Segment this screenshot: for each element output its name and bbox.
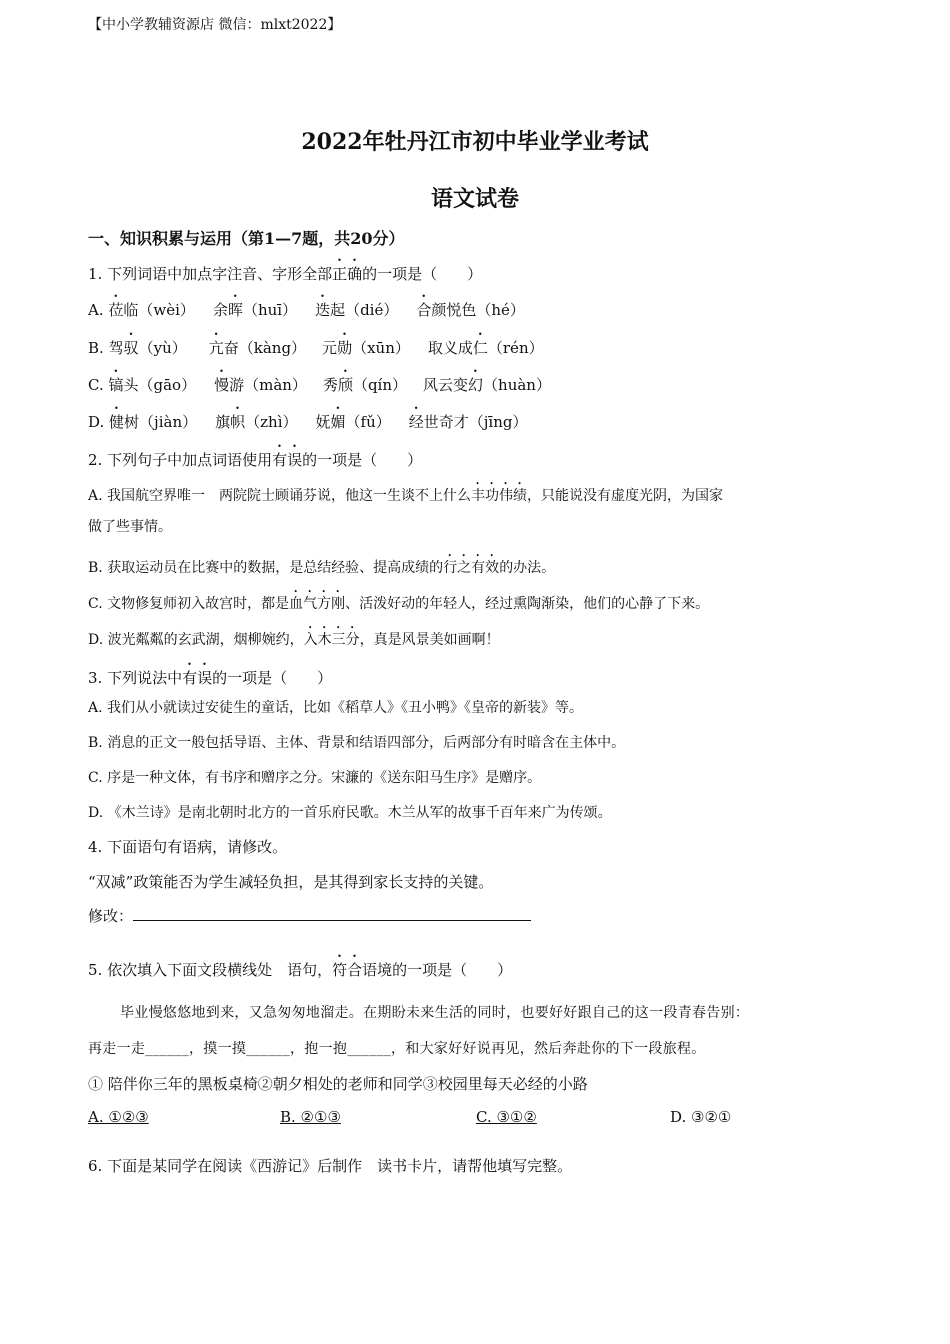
exam-title: 2022年牡丹江市初中毕业学业考试 <box>301 129 649 155</box>
q1-option-a: A. 莅临（wèi） 余晖（huī） 迭起（dié） 合颜悦色（hé） <box>88 301 525 319</box>
q5-option-d[interactable]: D. ③②① <box>670 1108 732 1126</box>
q1-option-d: D. 健树（jiàn） 旗帜（zhì） 妩媚（fǔ） 经世奇才（jīng） <box>88 413 528 431</box>
q3-option-c: C. 序是一种文体，有书序和赠序之分。宋濂的《送东阳马生序》是赠序。 <box>88 770 542 786</box>
q2-option-d: D. 波光粼粼的玄武湖，烟柳婉约，入木三分，真是风景美如画啊！ <box>88 632 500 648</box>
q2-option-b: B. 获取运动员在比赛中的数据，是总结经验、提高成绩的行之有效的办法。 <box>88 560 556 576</box>
q5-passage-line2: 再走一走______，摸一摸______，抱一抱______，和大家好好说再见，然后奔赴你的下一段旅程。 <box>88 1041 706 1057</box>
q5-passage-line1: 毕业慢悠悠地到来，又急匆匆地溜走。在期盼未来生活的同时，也要好好跟自己的这一段青春告别： <box>120 1005 750 1021</box>
q2-option-a-line2: 做了些事情。 <box>88 519 172 535</box>
section-heading: 一、知识积累与运用（第1—7题，共20分） <box>88 229 405 248</box>
q4-stem: 4. 下面语句有语病，请修改。 <box>88 838 288 856</box>
q5-option-a[interactable]: A. ①②③ <box>88 1108 149 1126</box>
q4-answer-label: 修改： <box>88 907 134 925</box>
q1-option-b: B. 驾驭（yù） 亢奋（kàng） 元勋（xūn） 取义成仁（rén） <box>88 339 544 357</box>
exam-subtitle: 语文试卷 <box>430 186 519 212</box>
q1-stem: 1. 下列词语中加点字注音、字形全部正确的一项是（ ） <box>88 265 483 283</box>
q5-option-c[interactable]: C. ③①② <box>476 1108 537 1126</box>
q4-sentence: “双减”政策能否为学生减轻负担，是其得到家长支持的关键。 <box>88 873 494 891</box>
q2-option-c: C. 文物修复师初入故宫时，都是血气方刚、活泼好动的年轻人，经过熏陶渐染，他们的心静了下来。 <box>88 596 710 612</box>
q2-option-a-line1: A. 我国航空界唯一 两院院士顾诵芬说，他这一生谈不上什么丰功伟绩，只能说没有虚度光阴，为国家 <box>88 488 724 504</box>
q3-option-d: D. 《木兰诗》是南北朝时北方的一首乐府民歌。木兰从军的故事千百年来广为传颂。 <box>88 805 612 821</box>
q5-options <box>88 1108 731 1126</box>
q4-answer-line[interactable] <box>133 906 531 921</box>
q5-stem: 5. 依次填入下面文段横线处 语句，符合语境的一项是（ ） <box>88 961 513 979</box>
q3-stem: 3. 下列说法中有误的一项是（ ） <box>88 669 333 687</box>
q4-answer-row <box>88 905 531 926</box>
q1-option-c: C. 镐头（gāo） 慢游（màn） 秀颀（qín） 风云变幻（huàn） <box>88 376 551 394</box>
q5-items: ① 陪伴你三年的黑板桌椅②朝夕相处的老师和同学③校园里每天必经的小路 <box>88 1075 588 1093</box>
q5-option-b[interactable]: B. ②①③ <box>280 1108 341 1126</box>
q3-option-a: A. 我们从小就读过安徒生的童话，比如《稻草人》《丑小鸭》《皇帝的新装》等。 <box>88 700 584 716</box>
page-header: 【中小学教辅资源店 微信：mlxt2022】 <box>88 17 342 33</box>
q3-option-b: B. 消息的正文一般包括导语、主体、背景和结语四部分，后两部分有时暗含在主体中。 <box>88 735 626 751</box>
q6-stem: 6. 下面是某同学在阅读《西游记》后制作 读书卡片，请帮他填写完整。 <box>88 1157 573 1175</box>
q2-stem: 2. 下列句子中加点词语使用有误的一项是（ ） <box>88 451 423 469</box>
